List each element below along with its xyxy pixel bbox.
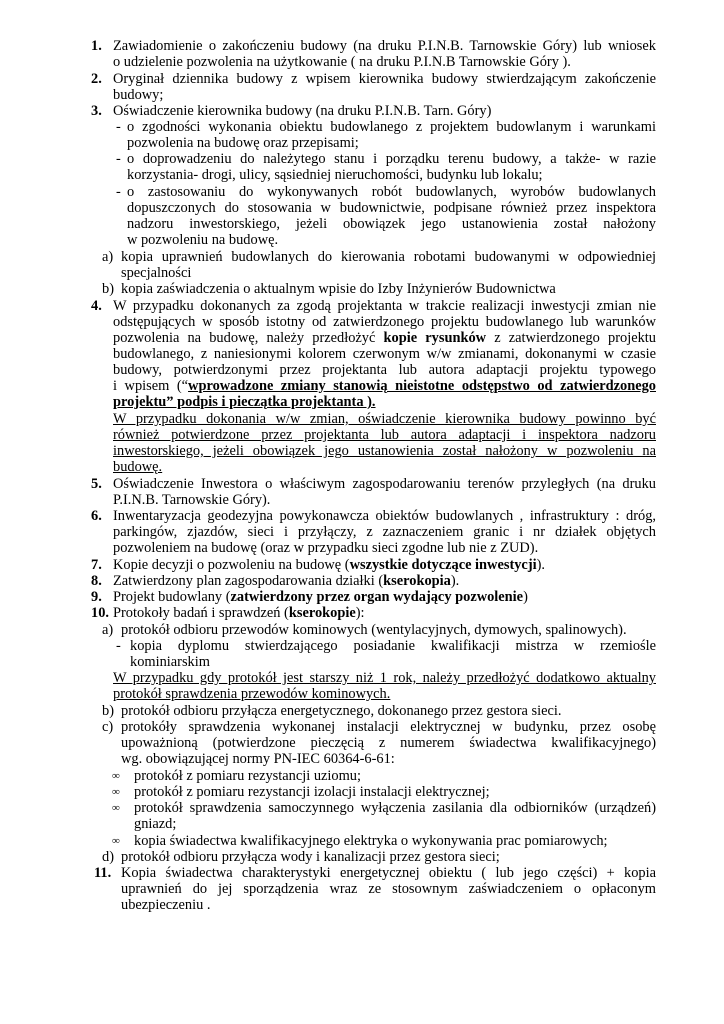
- item-text: W przypadku dokonanych za zgodą projektanta w trakcie realizacji inwestycji zmian nie: [113, 298, 656, 314]
- item-number: 6.: [91, 508, 102, 524]
- item-number: 11.: [94, 865, 112, 881]
- dash-marker: -: [116, 151, 121, 167]
- item-number: 10.: [91, 605, 109, 621]
- item-text: Oświadczenie Inwestora o właściwym zagospodarowaniu terenów przyległych (na druku: [113, 476, 656, 492]
- item-number: 1.: [91, 38, 102, 54]
- sub-item-text: kopia uprawnień budowlanych do kierowania robotami budowanymi w odpowiedniej: [121, 249, 656, 265]
- item-text: Zawiadomienie o zakończeniu budowy (na druku P.I.N.B. Tarnowskie Góry) lub wniosek: [113, 38, 656, 54]
- item-text: pozwoleniem na budowę (oraz w przypadku sieci zgodne lub nie z ZUD).: [113, 540, 539, 556]
- item-text: [113, 330, 656, 346]
- dash-text: nadzoru inwestorskiego, jeżeli obowiązek jego ustanowienia został nałożony: [127, 216, 656, 232]
- bullet-text: protokół z pomiaru rezystancji uziomu;: [134, 768, 361, 784]
- item-text: Oświadczenie kierownika budowy (na druku P.I.N.B. Tarn. Góry): [113, 103, 492, 119]
- text-run: ):: [355, 605, 365, 621]
- dash-marker: -: [116, 638, 121, 654]
- item-text: [113, 605, 365, 621]
- text-run: Zatwierdzony plan zagospodarowania działki (: [113, 573, 384, 589]
- item-text: ubezpieczeniu .: [121, 897, 211, 913]
- dash-text: kopia dyplomu stwierdzającego posiadanie kwalifikacji mistrza w rzemiośle: [130, 638, 656, 654]
- item-number: 4.: [91, 298, 102, 314]
- letter-marker: a): [102, 249, 114, 265]
- item-number: 2.: [91, 71, 102, 87]
- dash-text: o zastosowaniu do wykonywanych robót budowlanych, wyrobów budowlanych: [127, 184, 656, 200]
- item-text: [113, 378, 656, 394]
- sub-item-text: protokół odbioru przyłącza wody i kanalizacji przez gestora sieci;: [121, 849, 500, 865]
- dash-text: o zgodności wykonania obiektu budowlanego z projektem budowlanym i warunkami: [127, 119, 656, 135]
- text-run: Projekt budowlany (: [113, 589, 231, 605]
- item-text: [113, 589, 528, 605]
- bold-text: kopie rysunków: [383, 330, 487, 346]
- bold-text: kserokopie: [288, 605, 356, 621]
- underlined-note: budowę.: [113, 459, 163, 475]
- underlined-note: W przypadku gdy protokół jest starszy niż 1 rok, należy przedłożyć dodatkowo aktualny: [113, 670, 656, 686]
- bold-text: wszystkie dotyczące inwestycji: [349, 557, 537, 573]
- text-run: Protokoły badań i sprawdzeń (: [113, 605, 289, 621]
- bold-underlined-text: projektu” podpis i pieczątka projektanta ).: [113, 394, 376, 410]
- dash-text: w pozwoleniu na budowę.: [127, 232, 279, 248]
- item-number: 7.: [91, 557, 102, 573]
- bullet-text: protokół z pomiaru rezystancji izolacji instalacji elektrycznej;: [134, 784, 490, 800]
- text-run: i wpisem (“: [113, 378, 189, 394]
- item-text: [113, 573, 459, 589]
- item-text: odstępujących w sposób istotny od zatwierdzonego projektu budowlanego lub warunków: [113, 314, 656, 330]
- dash-text: dopuszczonych do stosowania w budownictwie, podpisane również przez inspektora: [127, 200, 656, 216]
- item-text: Kopia świadectwa charakterystyki energetycznej obiektu ( lub jego części) + kopia: [121, 865, 656, 881]
- letter-marker: a): [102, 622, 114, 638]
- item-text: uprawnień do jej sporządzenia wraz ze stosownym zaświadczeniem o opłaconym: [121, 881, 656, 897]
- item-text: o udzielenie pozwolenia na użytkowanie ( na druku P.I.N.B Tarnowskie Góry ).: [113, 54, 571, 70]
- infinity-bullet-icon: ∞: [112, 770, 120, 782]
- text-run: Kopie decyzji o pozwoleniu na budowę (: [113, 557, 350, 573]
- underlined-note: również potwierdzone przez projektanta lub autora adaptacji i inspektora nadzoru: [113, 427, 656, 443]
- dash-marker: -: [116, 119, 121, 135]
- letter-marker: b): [102, 703, 114, 719]
- item-text: budowy;: [113, 87, 164, 103]
- underlined-note: protokół sprawdzenia przewodów kominowych.: [113, 686, 391, 702]
- infinity-bullet-icon: ∞: [112, 786, 120, 798]
- sub-item-text: protokóły sprawdzenia wykonanej instalacji elektrycznej w budynku, przez osobę: [121, 719, 656, 735]
- sub-item-text: kopia zaświadczenia o aktualnym wpisie do Izby Inżynierów Budownictwa: [121, 281, 556, 297]
- item-text: budowlanego, z naniesionymi kolorem czerwonym w/w zmianami, dokonanymi w czasie: [113, 346, 656, 362]
- item-text: parkingów, zjazdów, sieci i przyłączy, z zaznaczeniem granic i nr działek objętych: [113, 524, 656, 540]
- text-run: ).: [450, 573, 460, 589]
- dash-text: o doprowadzeniu do należytego stanu i porządku terenu budowy, a także- w razie: [127, 151, 656, 167]
- sub-item-text: specjalności: [121, 265, 192, 281]
- text-run: z zatwierdzonego projektu: [486, 330, 656, 346]
- item-number: 3.: [91, 103, 102, 119]
- letter-marker: c): [102, 719, 114, 735]
- text-run: pozwolenia na budowę, należy przedłożyć: [113, 330, 384, 346]
- bullet-text: kopia świadectwa kwalifikacyjnego elektryka o wykonywania prac pomiarowych;: [134, 833, 608, 849]
- item-text: [113, 394, 376, 410]
- item-number: 5.: [91, 476, 102, 492]
- sub-item-text: protokół odbioru przewodów kominowych (wentylacyjnych, dymowych, spalinowych).: [121, 622, 627, 638]
- letter-marker: b): [102, 281, 114, 297]
- item-number: 9.: [91, 589, 102, 605]
- sub-item-text: upoważnioną (potwierdzone pieczęcią z numerem świadectwa kwalifikacyjnego): [121, 735, 656, 751]
- text-run: ): [523, 589, 528, 605]
- underlined-note: inwestorskiego, jeżeli obowiązek jego ustanowienia został nałożony w pozwoleniu na: [113, 443, 656, 459]
- sub-item-text: wg. obowiązującej normy PN-IEC 60364-6-61:: [121, 751, 395, 767]
- item-text: Inwentaryzacja geodezyjna powykonawcza obiektów budowlanych , infrastruktury : dróg,: [113, 508, 656, 524]
- dash-text: kominiarskim: [130, 654, 210, 670]
- bold-text: kserokopia: [383, 573, 451, 589]
- item-text: Oryginał dziennika budowy z wpisem kierownika budowy stwierdzającym zakończenie: [113, 71, 656, 87]
- item-number: 8.: [91, 573, 102, 589]
- dash-marker: -: [116, 184, 121, 200]
- bold-text: zatwierdzony przez organ wydający pozwolenie: [230, 589, 524, 605]
- bullet-text: protokół sprawdzenia samoczynnego wyłączenia zasilania dla odbiorników (urządzeń): [134, 800, 656, 816]
- dash-text: korzystania- drogi, ulicy, sąsiedniej nieruchomości, budynku lub lokalu;: [127, 167, 543, 183]
- item-text: budowy, potwierdzonymi przez projektanta lub autora adaptacji projektu typowego: [113, 362, 656, 378]
- bullet-text: gniazd;: [134, 816, 177, 832]
- dash-text: pozwolenia na budowę oraz przepisami;: [127, 135, 359, 151]
- sub-item-text: protokół odbioru przyłącza energetycznego, dokonanego przez gestora sieci.: [121, 703, 562, 719]
- item-text: [113, 557, 545, 573]
- text-run: ).: [536, 557, 545, 573]
- infinity-bullet-icon: ∞: [112, 835, 120, 847]
- infinity-bullet-icon: ∞: [112, 802, 120, 814]
- bold-underlined-text: wprowadzone zmiany stanowią nieistotne odstępstwo od zatwierdzonego: [188, 378, 656, 394]
- letter-marker: d): [102, 849, 114, 865]
- underlined-note: W przypadku dokonania w/w zmian, oświadczenie kierownika budowy powinno być: [113, 411, 656, 427]
- item-text: P.I.N.B. Tarnowskie Góry).: [113, 492, 271, 508]
